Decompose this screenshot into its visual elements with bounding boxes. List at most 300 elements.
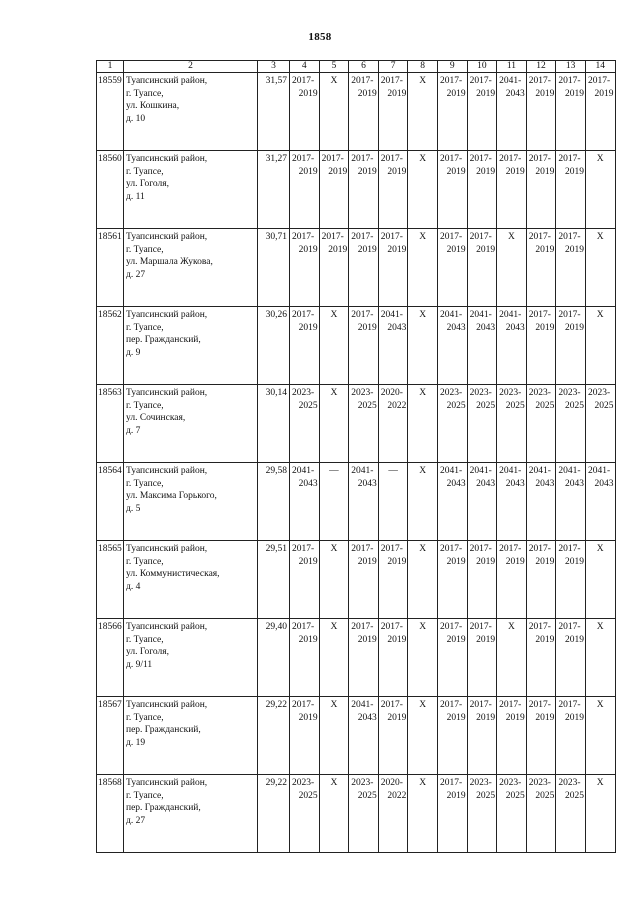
work-period-cell	[497, 229, 527, 307]
record-number: 18560	[97, 151, 124, 229]
address-line: Туапсинский район,	[126, 232, 208, 242]
year-range: 2017- 2019	[351, 232, 377, 255]
work-period-cell	[467, 385, 497, 463]
area-value: 31,27	[258, 151, 290, 229]
year-range: 2041- 2043	[558, 466, 584, 489]
column-number-11: 11	[497, 61, 527, 73]
year-range: 2041- 2043	[351, 466, 377, 489]
year-range: 2017- 2019	[292, 154, 318, 177]
address-line: пер. Гражданский,	[126, 335, 201, 345]
work-period-cell	[497, 697, 527, 775]
year-range: 2023- 2025	[528, 778, 555, 801]
year-range: 2017- 2019	[439, 232, 466, 255]
work-period-cell	[290, 775, 320, 853]
year-range: 2041- 2043	[439, 310, 466, 333]
year-range: 2017- 2019	[351, 622, 377, 645]
work-period-cell	[290, 151, 320, 229]
address-line: д. 4	[126, 581, 141, 592]
work-period-cell	[497, 541, 527, 619]
work-period-cell	[319, 775, 349, 853]
year-range: 2023- 2025	[499, 388, 525, 411]
address-line: Туапсинский район,	[126, 778, 208, 788]
work-period-cell	[585, 619, 615, 697]
work-period-cell	[349, 73, 379, 151]
column-number-5: 5	[319, 61, 349, 73]
work-period-cell	[349, 151, 379, 229]
record-number: 18566	[97, 619, 124, 697]
work-period-cell	[497, 385, 527, 463]
work-period-cell	[408, 73, 438, 151]
address-line: г. Туапсе,	[126, 790, 164, 801]
work-period-cell	[526, 775, 556, 853]
not-applicable-mark: Х	[419, 778, 427, 788]
area-value: 29,58	[258, 463, 290, 541]
work-period-cell	[319, 541, 349, 619]
year-range: 2017- 2019	[558, 622, 584, 645]
area-value: 30,14	[258, 385, 290, 463]
work-period-cell	[437, 73, 467, 151]
year-range: 2041- 2043	[439, 466, 466, 489]
not-applicable-mark: Х	[330, 76, 338, 86]
address-cell	[124, 229, 258, 307]
year-range: 2020- 2022	[380, 778, 407, 801]
year-range: 2017- 2019	[587, 76, 614, 99]
work-period-cell	[378, 463, 408, 541]
column-number-4: 4	[290, 61, 320, 73]
column-number-12: 12	[526, 61, 556, 73]
work-period-cell	[497, 775, 527, 853]
work-period-cell	[290, 307, 320, 385]
year-range: 2017- 2019	[439, 700, 466, 723]
area-value: 31,57	[258, 73, 290, 151]
work-period-cell	[556, 385, 586, 463]
record-number: 18562	[97, 307, 124, 385]
address-line: ул. Максима Горького,	[126, 491, 217, 501]
not-applicable-mark: Х	[330, 700, 338, 710]
work-period-cell	[349, 463, 379, 541]
area-value: 29,51	[258, 541, 290, 619]
year-range: 2017- 2019	[351, 310, 377, 333]
not-applicable-mark: Х	[330, 778, 338, 788]
work-period-cell	[467, 229, 497, 307]
year-range: 2017- 2019	[499, 700, 525, 723]
year-range: 2017- 2019	[528, 622, 555, 645]
column-number-7: 7	[378, 61, 408, 73]
work-period-cell	[467, 73, 497, 151]
column-number-10: 10	[467, 61, 497, 73]
year-range: 2017- 2019	[469, 232, 496, 255]
work-period-cell	[290, 229, 320, 307]
year-range: 2041- 2043	[469, 466, 496, 489]
work-period-cell	[585, 151, 615, 229]
register-table	[96, 60, 616, 853]
work-period-cell	[437, 541, 467, 619]
work-period-cell	[378, 229, 408, 307]
year-range: 2023- 2025	[351, 388, 377, 411]
work-period-cell	[585, 229, 615, 307]
address-line: Туапсинский район,	[126, 544, 208, 554]
table-row	[97, 619, 616, 697]
address-line: г. Туапсе,	[126, 400, 164, 411]
table-row	[97, 229, 616, 307]
year-range: 2017- 2019	[499, 544, 525, 567]
work-period-cell	[497, 151, 527, 229]
year-range: 2017- 2019	[351, 544, 377, 567]
work-period-cell	[585, 307, 615, 385]
address-line: ул. Маршала Жукова,	[126, 257, 213, 267]
record-number: 18565	[97, 541, 124, 619]
work-period-cell	[290, 385, 320, 463]
year-range: 2017- 2019	[351, 154, 377, 177]
not-applicable-mark: Х	[419, 388, 427, 398]
address-line: д. 7	[126, 425, 141, 436]
not-applicable-mark: Х	[596, 700, 604, 710]
not-applicable-mark: Х	[419, 544, 427, 554]
work-period-cell	[497, 73, 527, 151]
work-period-cell	[467, 697, 497, 775]
table-row	[97, 541, 616, 619]
work-period-cell	[378, 775, 408, 853]
year-range: 2023- 2025	[558, 388, 584, 411]
year-range: 2017- 2019	[499, 154, 525, 177]
work-period-cell	[585, 775, 615, 853]
table-row	[97, 775, 616, 853]
work-period-cell	[290, 463, 320, 541]
not-applicable-mark: Х	[419, 466, 427, 476]
year-range: 2017- 2019	[292, 700, 318, 723]
address-line: д. 27	[126, 815, 146, 826]
work-period-cell	[349, 385, 379, 463]
work-period-cell	[349, 697, 379, 775]
work-period-cell	[556, 541, 586, 619]
year-range: 2017- 2019	[439, 778, 466, 801]
not-applicable-mark: Х	[330, 310, 338, 320]
column-number-1: 1	[97, 61, 124, 73]
year-range: 2017- 2019	[439, 622, 466, 645]
work-period-cell	[556, 775, 586, 853]
year-range: 2017- 2019	[469, 76, 496, 99]
work-period-cell	[556, 73, 586, 151]
work-period-cell	[556, 463, 586, 541]
address-line: Туапсинский район,	[126, 700, 208, 710]
year-range: 2017- 2019	[528, 232, 555, 255]
work-period-cell	[585, 385, 615, 463]
address-line: Туапсинский район,	[126, 388, 208, 398]
record-number: 18563	[97, 385, 124, 463]
address-cell	[124, 775, 258, 853]
not-applicable-mark: Х	[419, 622, 427, 632]
year-range: 2017- 2019	[558, 76, 584, 99]
record-number: 18567	[97, 697, 124, 775]
year-range: 2017- 2019	[469, 154, 496, 177]
work-period-cell	[437, 307, 467, 385]
work-period-cell	[408, 229, 438, 307]
work-period-cell	[556, 229, 586, 307]
year-range: 2041- 2043	[528, 466, 555, 489]
area-value: 29,40	[258, 619, 290, 697]
year-range: 2041- 2043	[351, 700, 377, 723]
year-range: 2017- 2019	[439, 154, 466, 177]
column-number-13: 13	[556, 61, 586, 73]
work-period-cell	[556, 697, 586, 775]
address-line: д. 19	[126, 737, 146, 748]
year-range: 2041- 2043	[499, 76, 525, 99]
not-applicable-mark: Х	[508, 232, 515, 242]
year-range: 2017- 2019	[292, 622, 318, 645]
work-period-cell	[408, 775, 438, 853]
column-number-2: 2	[124, 61, 258, 73]
year-range: 2017- 2019	[469, 622, 496, 645]
year-range: 2023- 2025	[469, 388, 496, 411]
year-range: 2041- 2043	[469, 310, 496, 333]
work-period-cell	[467, 463, 497, 541]
work-period-cell	[319, 73, 349, 151]
work-period-cell	[408, 151, 438, 229]
record-number: 18561	[97, 229, 124, 307]
address-line: д. 5	[126, 503, 141, 514]
work-period-cell	[319, 385, 349, 463]
not-applicable-mark: Х	[419, 154, 427, 164]
year-range: 2017- 2019	[321, 154, 348, 177]
area-value: 29,22	[258, 775, 290, 853]
address-line: ул. Гоголя,	[126, 647, 170, 657]
work-period-cell	[497, 619, 527, 697]
not-applicable-mark: Х	[419, 232, 427, 242]
not-applicable-mark: Х	[596, 232, 604, 242]
not-applicable-mark: Х	[419, 76, 427, 86]
address-cell	[124, 541, 258, 619]
work-period-cell	[556, 151, 586, 229]
address-line: г. Туапсе,	[126, 322, 164, 333]
year-range: 2023- 2025	[469, 778, 496, 801]
year-range: 2017- 2019	[321, 232, 348, 255]
dash-mark: —	[388, 466, 398, 476]
area-value: 29,22	[258, 697, 290, 775]
year-range: 2017- 2019	[292, 544, 318, 567]
address-line: ул. Сочинская,	[126, 413, 186, 423]
work-period-cell	[467, 307, 497, 385]
year-range: 2041- 2043	[380, 310, 407, 333]
year-range: 2023- 2025	[439, 388, 466, 411]
work-period-cell	[408, 619, 438, 697]
work-period-cell	[290, 541, 320, 619]
work-period-cell	[349, 541, 379, 619]
year-range: 2017- 2019	[439, 544, 466, 567]
not-applicable-mark: Х	[330, 388, 338, 398]
work-period-cell	[378, 307, 408, 385]
year-range: 2017- 2019	[292, 76, 318, 99]
year-range: 2017- 2019	[380, 622, 407, 645]
address-line: г. Туапсе,	[126, 88, 164, 99]
work-period-cell	[467, 775, 497, 853]
work-period-cell	[497, 307, 527, 385]
address-line: пер. Гражданский,	[126, 803, 201, 813]
work-period-cell	[319, 229, 349, 307]
work-period-cell	[526, 229, 556, 307]
year-range: 2041- 2043	[292, 466, 318, 489]
table-row	[97, 151, 616, 229]
record-number: 18559	[97, 73, 124, 151]
year-range: 2023- 2025	[528, 388, 555, 411]
work-period-cell	[378, 619, 408, 697]
address-cell	[124, 307, 258, 385]
address-line: г. Туапсе,	[126, 166, 164, 177]
year-range: 2023- 2025	[292, 778, 318, 801]
address-line: ул. Гоголя,	[126, 179, 170, 189]
work-period-cell	[556, 307, 586, 385]
work-period-cell	[408, 463, 438, 541]
work-period-cell	[526, 463, 556, 541]
address-line: г. Туапсе,	[126, 634, 164, 645]
year-range: 2017- 2019	[528, 310, 555, 333]
address-line: ул. Коммунистическая,	[126, 569, 220, 579]
work-period-cell	[408, 307, 438, 385]
year-range: 2023- 2025	[292, 388, 318, 411]
year-range: 2017- 2019	[558, 310, 584, 333]
address-line: Туапсинский район,	[126, 76, 208, 86]
year-range: 2017- 2019	[439, 76, 466, 99]
not-applicable-mark: Х	[596, 154, 604, 164]
work-period-cell	[378, 697, 408, 775]
table-row	[97, 73, 616, 151]
work-period-cell	[526, 697, 556, 775]
address-cell	[124, 151, 258, 229]
column-number-6: 6	[349, 61, 379, 73]
work-period-cell	[526, 73, 556, 151]
year-range: 2017- 2019	[292, 310, 318, 333]
work-period-cell	[437, 229, 467, 307]
address-line: д. 9/11	[126, 659, 153, 670]
work-period-cell	[437, 775, 467, 853]
year-range: 2017- 2019	[558, 544, 584, 567]
work-period-cell	[437, 151, 467, 229]
area-value: 30,26	[258, 307, 290, 385]
work-period-cell	[585, 697, 615, 775]
work-period-cell	[526, 619, 556, 697]
year-range: 2041- 2043	[587, 466, 614, 489]
year-range: 2017- 2019	[469, 544, 496, 567]
work-period-cell	[526, 541, 556, 619]
area-value: 30,71	[258, 229, 290, 307]
table-row	[97, 697, 616, 775]
year-range: 2017- 2019	[351, 76, 377, 99]
work-period-cell	[408, 697, 438, 775]
column-number-3: 3	[258, 61, 290, 73]
year-range: 2017- 2019	[528, 154, 555, 177]
year-range: 2020- 2022	[380, 388, 407, 411]
address-line: пер. Гражданский,	[126, 725, 201, 735]
address-line: Туапсинский район,	[126, 310, 208, 320]
record-number: 18564	[97, 463, 124, 541]
address-line: г. Туапсе,	[126, 556, 164, 567]
address-cell	[124, 619, 258, 697]
work-period-cell	[526, 307, 556, 385]
year-range: 2041- 2043	[499, 310, 525, 333]
address-line: д. 11	[126, 191, 145, 202]
work-period-cell	[585, 463, 615, 541]
address-cell	[124, 385, 258, 463]
work-period-cell	[349, 775, 379, 853]
address-line: д. 10	[126, 113, 146, 124]
work-period-cell	[437, 463, 467, 541]
not-applicable-mark: Х	[596, 778, 604, 788]
year-range: 2017- 2019	[292, 232, 318, 255]
dash-mark: —	[329, 466, 339, 476]
work-period-cell	[290, 697, 320, 775]
work-period-cell	[408, 541, 438, 619]
work-period-cell	[290, 73, 320, 151]
address-line: Туапсинский район,	[126, 466, 208, 476]
work-period-cell	[319, 697, 349, 775]
work-period-cell	[526, 151, 556, 229]
column-number-row	[97, 61, 616, 73]
column-number-8: 8	[408, 61, 438, 73]
address-cell	[124, 463, 258, 541]
work-period-cell	[319, 307, 349, 385]
year-range: 2017- 2019	[380, 700, 407, 723]
address-cell	[124, 73, 258, 151]
work-period-cell	[437, 385, 467, 463]
work-period-cell	[378, 151, 408, 229]
work-period-cell	[319, 151, 349, 229]
not-applicable-mark: Х	[330, 544, 338, 554]
year-range: 2017- 2019	[380, 544, 407, 567]
work-period-cell	[349, 307, 379, 385]
work-period-cell	[467, 541, 497, 619]
column-number-14: 14	[585, 61, 615, 73]
work-period-cell	[556, 619, 586, 697]
not-applicable-mark: Х	[419, 700, 427, 710]
not-applicable-mark: Х	[596, 544, 604, 554]
work-period-cell	[408, 385, 438, 463]
work-period-cell	[349, 229, 379, 307]
address-line: г. Туапсе,	[126, 712, 164, 723]
table-row	[97, 463, 616, 541]
not-applicable-mark: Х	[330, 622, 338, 632]
year-range: 2041- 2043	[499, 466, 525, 489]
not-applicable-mark: Х	[596, 622, 604, 632]
not-applicable-mark: Х	[419, 310, 427, 320]
work-period-cell	[319, 619, 349, 697]
work-period-cell	[467, 151, 497, 229]
year-range: 2017- 2019	[469, 700, 496, 723]
year-range: 2017- 2019	[380, 232, 407, 255]
work-period-cell	[497, 463, 527, 541]
address-line: ул. Кошкина,	[126, 101, 180, 111]
work-period-cell	[437, 697, 467, 775]
year-range: 2017- 2019	[528, 700, 555, 723]
work-period-cell	[585, 73, 615, 151]
year-range: 2023- 2025	[351, 778, 377, 801]
address-cell	[124, 697, 258, 775]
year-range: 2017- 2019	[558, 154, 584, 177]
address-line: д. 27	[126, 269, 146, 280]
table-row	[97, 385, 616, 463]
work-period-cell	[437, 619, 467, 697]
year-range: 2017- 2019	[558, 232, 584, 255]
year-range: 2023- 2025	[558, 778, 584, 801]
address-line: г. Туапсе,	[126, 244, 164, 255]
address-line: г. Туапсе,	[126, 478, 164, 489]
record-number: 18568	[97, 775, 124, 853]
address-line: Туапсинский район,	[126, 154, 208, 164]
work-period-cell	[319, 463, 349, 541]
work-period-cell	[585, 541, 615, 619]
address-line: д. 9	[126, 347, 141, 358]
year-range: 2023- 2025	[587, 388, 614, 411]
year-range: 2017- 2019	[380, 76, 407, 99]
work-period-cell	[349, 619, 379, 697]
